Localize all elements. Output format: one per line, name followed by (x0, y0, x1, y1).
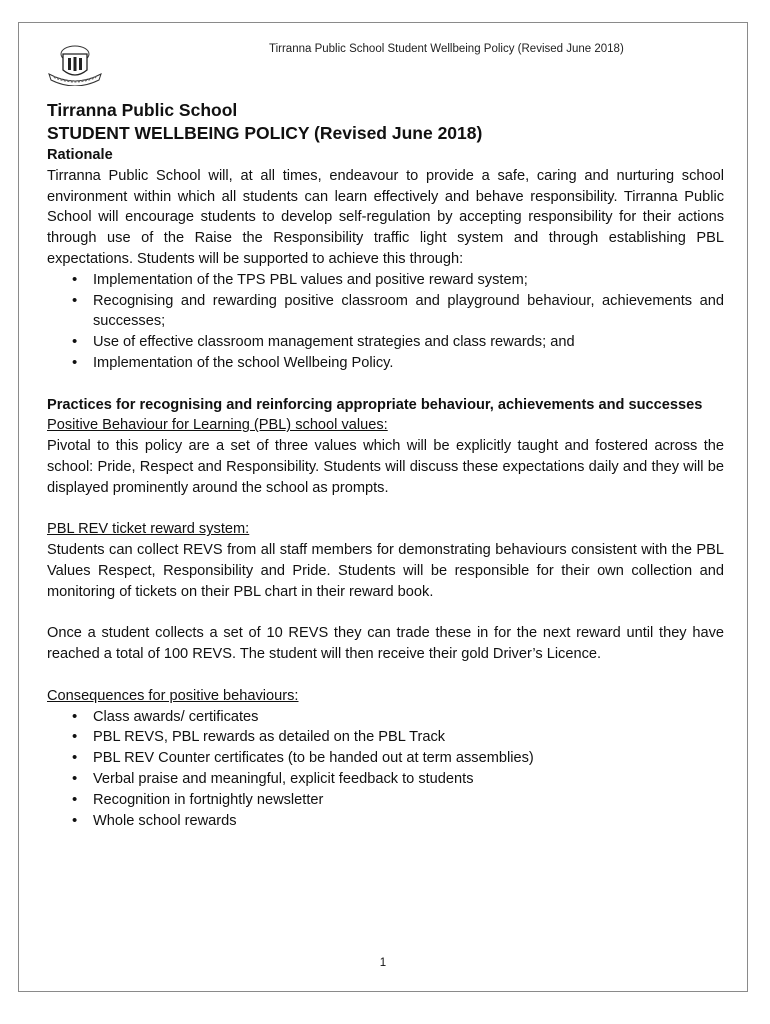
rev-ticket-paragraph-2: Once a student collects a set of 10 REVS they can trade these in for the next reward until they have reached a total of 100 REVS. The student will then receive their gold Driver’s Licence. (47, 625, 724, 663)
list-item: • Whole school rewards (93, 811, 724, 832)
school-name-heading: Tirranna Public School (47, 100, 238, 120)
document-body (47, 99, 724, 831)
list-item: • Implementation of the TPS PBL values and positive reward system; (93, 270, 724, 291)
consequences-list (47, 707, 724, 832)
running-header: Tirranna Public School Student Wellbeing Policy (Revised June 2018) (269, 43, 624, 55)
list-item: • Class awards/ certificates (93, 707, 724, 728)
list-item: • Implementation of the school Wellbeing Policy. (93, 353, 724, 374)
rev-ticket-paragraph-1: Students can collect REVS from all staff members for demonstrating behaviours consistent with the PBL Values Respect, Responsibility and Pride. Students will be responsible for their own collection and monitoring of tickets on their PBL chart in their reward book. (47, 542, 724, 600)
rev-ticket-subheading: PBL REV ticket reward system: (47, 521, 250, 538)
list-item: • Recognising and rewarding positive classroom and playground behaviour, achievements and successes; (93, 291, 724, 333)
rationale-paragraph: Tirranna Public School will, at all times, endeavour to provide a safe, caring and nurturing school environment within which all students can learn effectively and behave responsibility. Tirranna Public School will encourage students to develop self-regulation by accepting responsibility for their actions through use of the Raise the Responsibility traffic light system and through establishing PBL expectations. Students will be supported to achieve this through: (47, 167, 724, 267)
page-number: 1 (379, 957, 387, 969)
list-item: • Use of effective classroom management strategies and class rewards; and (93, 332, 724, 353)
rationale-list (47, 270, 724, 374)
pbl-values-subheading: Positive Behaviour for Learning (PBL) school values: (47, 417, 388, 434)
school-crest-icon (45, 40, 105, 86)
practices-heading: Practices for recognising and reinforcing appropriate behaviour, achievements and successes (47, 396, 703, 413)
list-item: • PBL REVS, PBL rewards as detailed on the PBL Track (93, 727, 724, 748)
list-item: • Verbal praise and meaningful, explicit feedback to students (93, 769, 724, 790)
consequences-subheading: Consequences for positive behaviours: (47, 687, 299, 704)
rationale-heading: Rationale (47, 147, 113, 163)
document-page (18, 22, 748, 992)
list-item: • PBL REV Counter certificates (to be handed out at term assemblies) (93, 748, 724, 769)
list-item: • Recognition in fortnightly newsletter (93, 790, 724, 811)
pbl-values-paragraph: Pivotal to this policy are a set of three values which will be explicitly taught and fostered across the school: Pride, Respect and Responsibility. Students will discuss these expectations daily and they will be displayed prominently around the school as prompts. (47, 438, 724, 496)
policy-title-heading: STUDENT WELLBEING POLICY (Revised June 2018) (47, 123, 483, 143)
